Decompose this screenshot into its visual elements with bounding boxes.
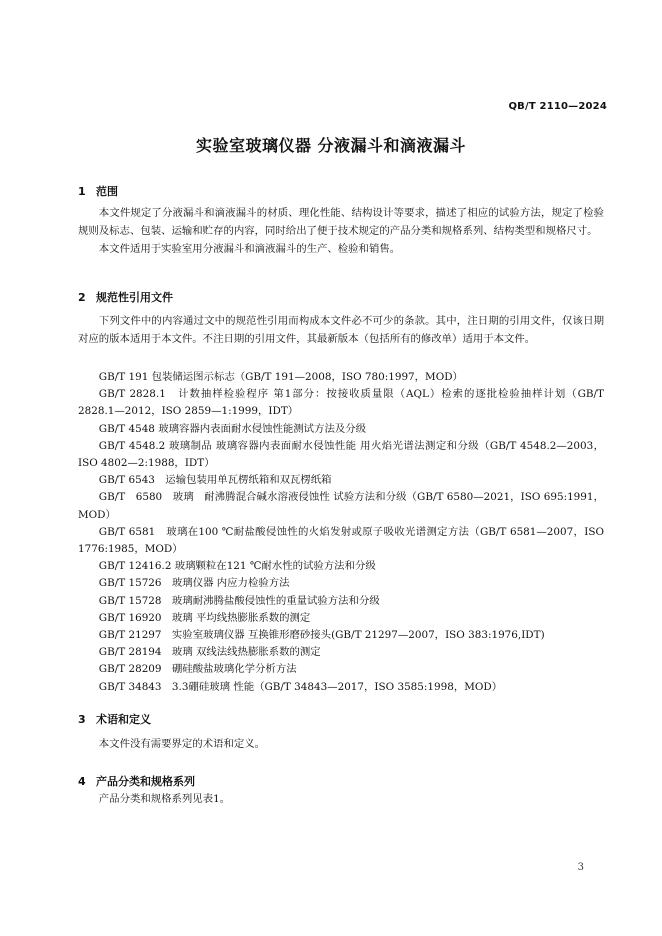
section-number: 1 [78, 185, 86, 198]
section-4-heading [78, 773, 195, 789]
paragraph: 本文件规定了分液漏斗和滴液漏斗的材质、理化性能、结构设计等要求，描述了相应的试验方法，规定了检验规则及标志、包装、运输和贮存的内容，同时给出了便于技术规定的产品分类和规格系列、结构类型和规格尺寸。 [78, 207, 604, 237]
reference-item: GB/T 2828.1 计数抽样检验程序 第1部分：按接收质量限（AQL）检索的逐批检验抽样计划（GB/T 2828.1—2012，ISO 2859—1:1999，IDT） [78, 388, 604, 418]
section-1-body [78, 205, 604, 258]
section-1-heading [78, 183, 118, 199]
reference-item: GB/T 191 包装储运图示标志（GB/T 191—2008，ISO 780:1997，MOD） [98, 371, 463, 383]
reference-item: GB/T 6543 运输包装用单瓦楞纸箱和双瓦楞纸箱 [98, 474, 332, 487]
reference-item: GB/T 15726 玻璃仪器 内应力检验方法 [98, 577, 290, 590]
section-number: 2 [78, 291, 86, 304]
reference-item: GB/T 4548.2 玻璃制品 玻璃容器内表面耐水侵蚀性能 用火焰光谱法测定和分级（GB/T 4548.2—2003，ISO 4802—2:1988，IDT） [78, 439, 604, 470]
reference-item: GB/T 6581 玻璃在100 ℃耐盐酸侵蚀性的火焰发射或原子吸收光谱测定方法（GB/T 6581—2007，ISO 1776:1985，MOD） [78, 525, 604, 556]
reference-item: GB/T 15728 玻璃耐沸腾盐酸侵蚀性的重量试验方法和分级 [98, 594, 380, 607]
reference-list [78, 369, 604, 696]
section-title: 范围 [96, 185, 118, 198]
section-2-intro [78, 313, 604, 349]
paragraph: 本文件没有需要界定的术语和定义。 [98, 738, 266, 750]
document-title: 实验室玻璃仪器 分液漏斗和滴液漏斗 [195, 136, 467, 155]
section-3-heading [78, 711, 151, 727]
section-3-body [78, 736, 604, 754]
reference-item: GB/T 4548 玻璃容器内表面耐水侵蚀性能测试方法及分级 [98, 422, 367, 435]
paragraph: 本文件适用于实验室用分液漏斗和滴液漏斗的生产、检验和销售。 [98, 242, 401, 255]
section-title: 术语和定义 [96, 713, 151, 726]
reference-item: GB/T 28194 玻璃 双线法线热膨胀系数的测定 [98, 646, 321, 659]
section-number: 3 [78, 713, 86, 726]
reference-item: GB/T 6580 玻璃 耐沸腾混合碱水溶液侵蚀性 试验方法和分级（GB/T 6580—2021，ISO 695:1991，MOD） [78, 491, 604, 521]
reference-item: GB/T 28209 硼硅酸盐玻璃化学分析方法 [98, 663, 297, 676]
paragraph: 下列文件中的内容通过文中的规范性引用而构成本文件必不可少的条款。其中，注日期的引用文件，仅该日期对应的版本适用于本文件。不注日期的引用文件，其最新版本（包括所有的修改单）适用于本文件。 [78, 315, 604, 345]
standard-code: QB/T 2110—2024 [508, 101, 607, 112]
section-number: 4 [78, 775, 86, 788]
section-2-heading [78, 289, 173, 305]
reference-item: GB/T 12416.2 玻璃颗粒在121 ℃耐水性的试验方法和分级 [98, 560, 376, 573]
paragraph: 产品分类和规格系列见表1。 [98, 793, 231, 805]
section-title: 产品分类和规格系列 [96, 775, 195, 788]
reference-item: GB/T 34843 3.3硼硅玻璃 性能（GB/T 34843—2017，ISO 3585:1998，MOD） [98, 680, 503, 693]
reference-item: GB/T 16920 玻璃 平均线热膨胀系数的测定 [98, 611, 311, 624]
section-4-body [78, 791, 604, 809]
page-number: 3 [577, 862, 584, 873]
section-title: 规范性引用文件 [96, 291, 173, 304]
reference-item: GB/T 21297 实验室玻璃仪器 互换锥形磨砂接头(GB/T 21297—2007，ISO 383:1976,IDT) [98, 629, 545, 642]
